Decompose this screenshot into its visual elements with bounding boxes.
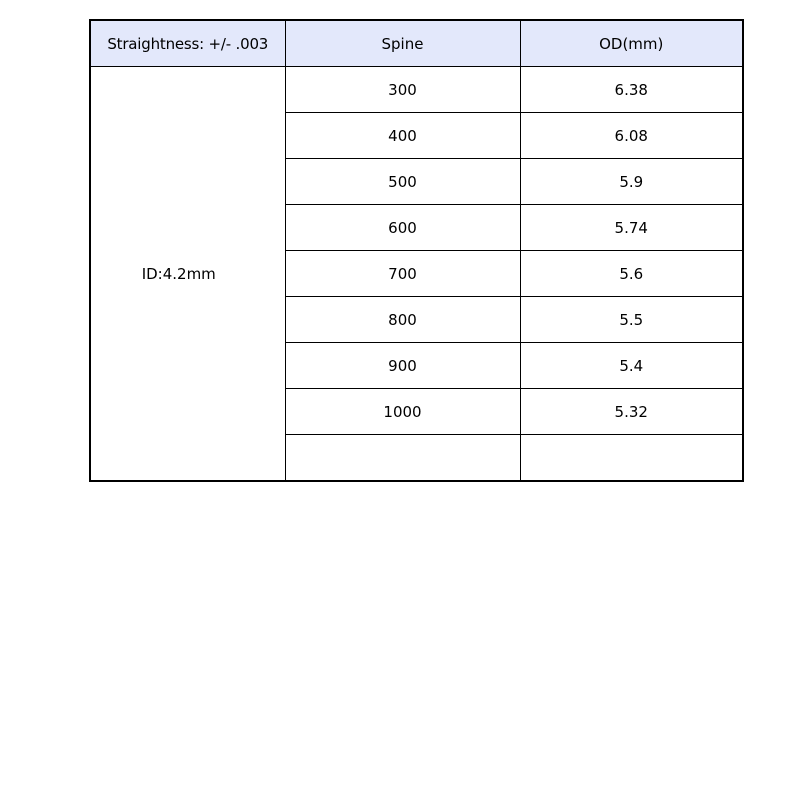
table-body: [90, 67, 743, 482]
table-header: [90, 20, 743, 67]
header-od: OD(mm): [520, 20, 743, 67]
table-row: [90, 67, 743, 113]
od-cell: 5.9: [520, 159, 743, 205]
od-cell: 5.5: [520, 297, 743, 343]
od-cell: 5.32: [520, 389, 743, 435]
od-cell: 5.6: [520, 251, 743, 297]
od-cell: [520, 435, 743, 482]
spine-cell: 300: [285, 67, 520, 113]
header-straightness: Straightness: +/- .003: [90, 20, 285, 67]
spine-cell: 1000: [285, 389, 520, 435]
spine-spec-table: [89, 19, 744, 482]
header-spine: Spine: [285, 20, 520, 67]
spine-cell: 400: [285, 113, 520, 159]
spine-cell: 500: [285, 159, 520, 205]
od-cell: 5.74: [520, 205, 743, 251]
spine-cell: 700: [285, 251, 520, 297]
id-cell: ID:4.2mm: [90, 67, 285, 482]
spine-cell: 800: [285, 297, 520, 343]
spine-cell: 900: [285, 343, 520, 389]
spine-cell: 600: [285, 205, 520, 251]
od-cell: 6.38: [520, 67, 743, 113]
spine-cell: [285, 435, 520, 482]
od-cell: 6.08: [520, 113, 743, 159]
header-row: [90, 20, 743, 67]
od-cell: 5.4: [520, 343, 743, 389]
